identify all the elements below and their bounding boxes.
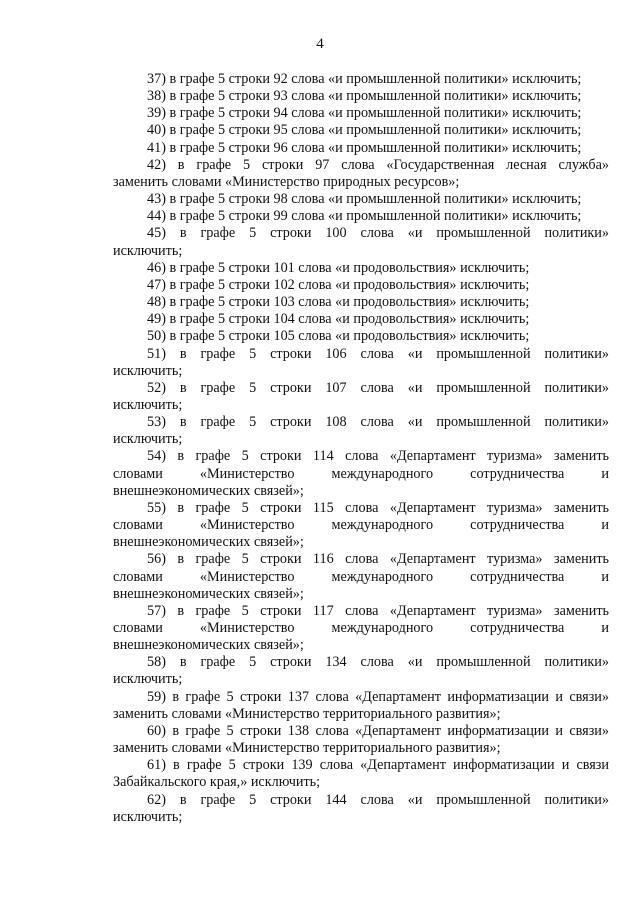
amendment-item-continuation: словами «Министерство международного сотрудничества и — [113, 465, 609, 482]
amendment-item-continuation: Забайкальского края,» исключить; — [113, 774, 321, 791]
amendment-item-continuation: словами «Министерство международного сотрудничества и — [113, 517, 609, 534]
amendment-item-continuation: исключить; — [113, 362, 183, 379]
amendment-item: 37) в графе 5 строки 92 слова «и промышленной политики» исключить; — [147, 71, 582, 87]
amendment-item-continuation: исключить; — [113, 396, 183, 413]
amendment-item: 58) в графе 5 строки 134 слова «и промышленной политики» — [147, 654, 609, 671]
amendment-item: 51) в графе 5 строки 106 слова «и промышленной политики» — [147, 345, 609, 362]
amendment-item: 61) в графе 5 строки 139 слова «Департамент информатизации и связи — [147, 757, 609, 774]
amendment-item-continuation: внешнеэкономических связей»; — [113, 534, 304, 551]
amendment-item-continuation: исключить; — [113, 431, 183, 448]
amendment-item: 39) в графе 5 строки 94 слова «и промышленной политики» исключить; — [147, 105, 582, 122]
page-number: 4 — [316, 36, 324, 52]
amendment-item: 45) в графе 5 строки 100 слова «и промышленной политики» — [147, 225, 609, 242]
amendment-item-continuation: внешнеэкономических связей»; — [113, 482, 304, 499]
amendment-item-continuation: внешнеэкономических связей»; — [113, 585, 304, 602]
amendment-item-continuation: заменить словами «Министерство территориального развития»; — [113, 705, 501, 722]
amendment-item: 56) в графе 5 строки 116 слова «Департамент туризма» заменить — [147, 551, 609, 568]
amendment-item: 55) в графе 5 строки 115 слова «Департамент туризма» заменить — [147, 499, 609, 516]
amendment-item: 40) в графе 5 строки 95 слова «и промышленной политики» исключить; — [147, 122, 582, 139]
amendment-item: 53) в графе 5 строки 108 слова «и промышленной политики» — [147, 414, 609, 431]
amendment-item: 59) в графе 5 строки 137 слова «Департамент информатизации и связи» — [147, 688, 609, 705]
amendment-item-continuation: словами «Министерство международного сотрудничества и — [113, 568, 609, 585]
amendment-item: 44) в графе 5 строки 99 слова «и промышленной политики» исключить; — [147, 208, 582, 225]
amendment-item: 47) в графе 5 строки 102 слова «и продовольствия» исключить; — [147, 276, 530, 293]
amendment-item: 48) в графе 5 строки 103 слова «и продовольствия» исключить; — [147, 294, 530, 311]
amendment-item: 49) в графе 5 строки 104 слова «и продовольствия» исключить; — [147, 311, 530, 328]
amendment-item-continuation: словами «Министерство международного сотрудничества и — [113, 620, 609, 636]
amendment-item-continuation: внешнеэкономических связей»; — [113, 637, 304, 654]
amendment-item: 43) в графе 5 строки 98 слова «и промышленной политики» исключить; — [147, 191, 582, 208]
amendment-item: 62) в графе 5 строки 144 слова «и промышленной политики» — [147, 791, 609, 808]
amendment-item: 50) в графе 5 строки 105 слова «и продовольствия» исключить; — [147, 328, 530, 345]
amendment-item: 57) в графе 5 строки 117 слова «Департамент туризма» заменить — [147, 602, 609, 619]
amendment-list — [113, 71, 609, 826]
amendment-item: 46) в графе 5 строки 101 слова «и продовольствия» исключить; — [147, 259, 530, 276]
amendment-item-continuation: исключить; — [113, 242, 183, 259]
amendment-item-continuation: исключить; — [113, 808, 183, 825]
amendment-item-continuation: исключить; — [113, 671, 183, 688]
amendment-item: 41) в графе 5 строки 96 слова «и промышленной политики» исключить; — [147, 139, 582, 156]
amendment-item: 52) в графе 5 строки 107 слова «и промышленной политики» — [147, 379, 609, 396]
amendment-item: 38) в графе 5 строки 93 слова «и промышленной политики» исключить; — [147, 88, 582, 105]
amendment-item: 42) в графе 5 строки 97 слова «Государственная лесная служба» — [147, 156, 609, 173]
amendment-item-continuation: заменить словами «Министерство территориального развития»; — [113, 740, 501, 757]
amendment-item: 60) в графе 5 строки 138 слова «Департамент информатизации и связи» — [147, 722, 609, 739]
amendment-item-continuation: заменить словами «Министерство природных ресурсов»; — [113, 173, 460, 190]
amendment-item: 54) в графе 5 строки 114 слова «Департамент туризма» заменить — [147, 448, 609, 465]
